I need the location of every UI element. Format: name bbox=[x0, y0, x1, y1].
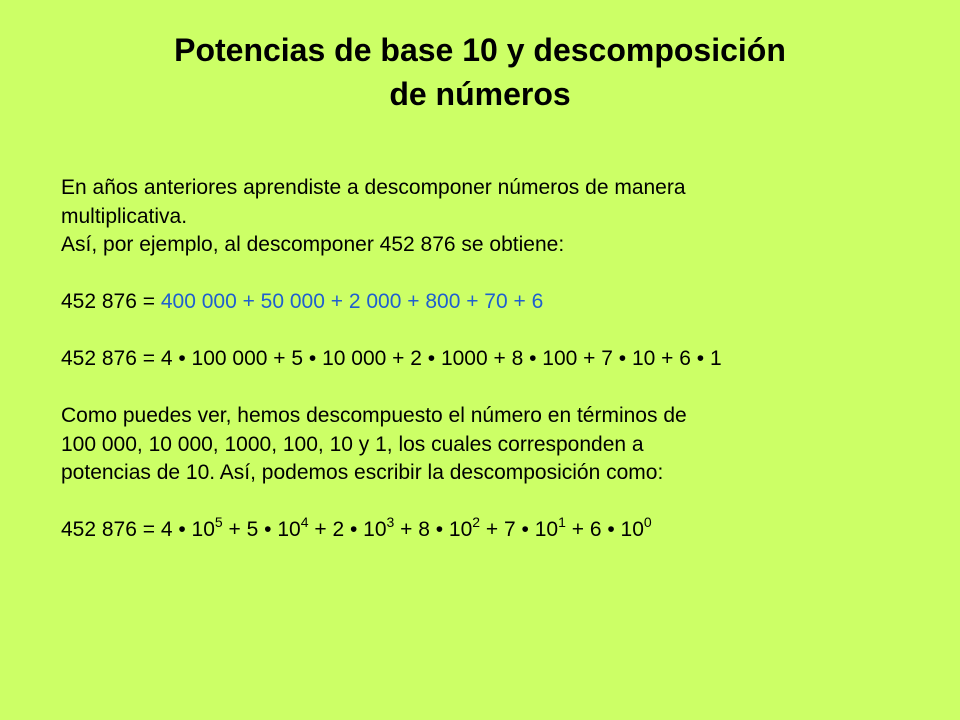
power-term-6 bbox=[589, 514, 652, 541]
power-term-2 bbox=[246, 514, 333, 541]
power-term-base: 8 • 10 bbox=[418, 518, 473, 541]
intro-line-3: Así, por ejemplo, al descomponer 452 876 se obtiene: bbox=[61, 233, 565, 256]
powers-lhs: 452 876 = bbox=[61, 518, 161, 541]
power-term-base: 6 • 10 bbox=[589, 518, 644, 541]
plus-separator: + bbox=[480, 518, 505, 541]
explanation-line-1: Como puedes ver, hemos descompuesto el número en términos de bbox=[61, 404, 687, 427]
power-term-5 bbox=[504, 514, 590, 541]
power-term-base: 7 • 10 bbox=[504, 518, 559, 541]
explanation-line-2: 100 000, 10 000, 1000, 100, 10 y 1, los cuales corresponden a bbox=[61, 432, 644, 456]
power-exponent: 4 bbox=[300, 514, 309, 530]
power-term-base: 2 • 10 bbox=[332, 518, 387, 541]
spacer bbox=[61, 374, 931, 403]
additive-equation bbox=[61, 288, 931, 317]
plus-separator: + bbox=[222, 518, 247, 541]
title-line-2: de números bbox=[389, 76, 571, 112]
spacer bbox=[61, 317, 931, 346]
power-exponent: 5 bbox=[214, 514, 223, 530]
power-term-1 bbox=[160, 514, 247, 541]
power-term-base: 4 • 10 bbox=[160, 518, 215, 541]
powers-equation bbox=[61, 516, 931, 545]
slide-body bbox=[61, 174, 931, 545]
spacer bbox=[61, 260, 931, 289]
intro-line-2: multiplicativa. bbox=[61, 204, 188, 228]
plus-separator: + bbox=[394, 518, 419, 541]
power-term-base: 5 • 10 bbox=[246, 518, 301, 541]
power-term-3 bbox=[332, 514, 419, 541]
intro-line-1: En años anteriores aprendiste a descomponer números de manera bbox=[61, 176, 686, 199]
plus-separator: + bbox=[565, 518, 590, 541]
additive-rhs: 400 000 + 50 000 + 2 000 + 800 + 70 + 6 bbox=[160, 290, 544, 313]
power-exponent: 1 bbox=[558, 514, 566, 530]
power-term-4 bbox=[418, 514, 505, 541]
explanation-line-3: potencias de 10. Así, podemos escribir la descomposición como: bbox=[61, 461, 664, 484]
slide-title bbox=[0, 28, 960, 116]
power-exponent: 3 bbox=[386, 514, 395, 530]
multiplicative-equation: 452 876 = 4 • 100 000 + 5 • 10 000 + 2 • 1000 + 8 • 100 + 7 • 10 + 6 • 1 bbox=[61, 347, 722, 370]
plus-separator: + bbox=[308, 518, 333, 541]
power-exponent: 0 bbox=[643, 514, 652, 530]
title-line-1: Potencias de base 10 y descomposición bbox=[174, 32, 786, 68]
spacer bbox=[61, 488, 931, 517]
power-exponent: 2 bbox=[472, 514, 481, 530]
additive-lhs: 452 876 = bbox=[61, 290, 161, 313]
